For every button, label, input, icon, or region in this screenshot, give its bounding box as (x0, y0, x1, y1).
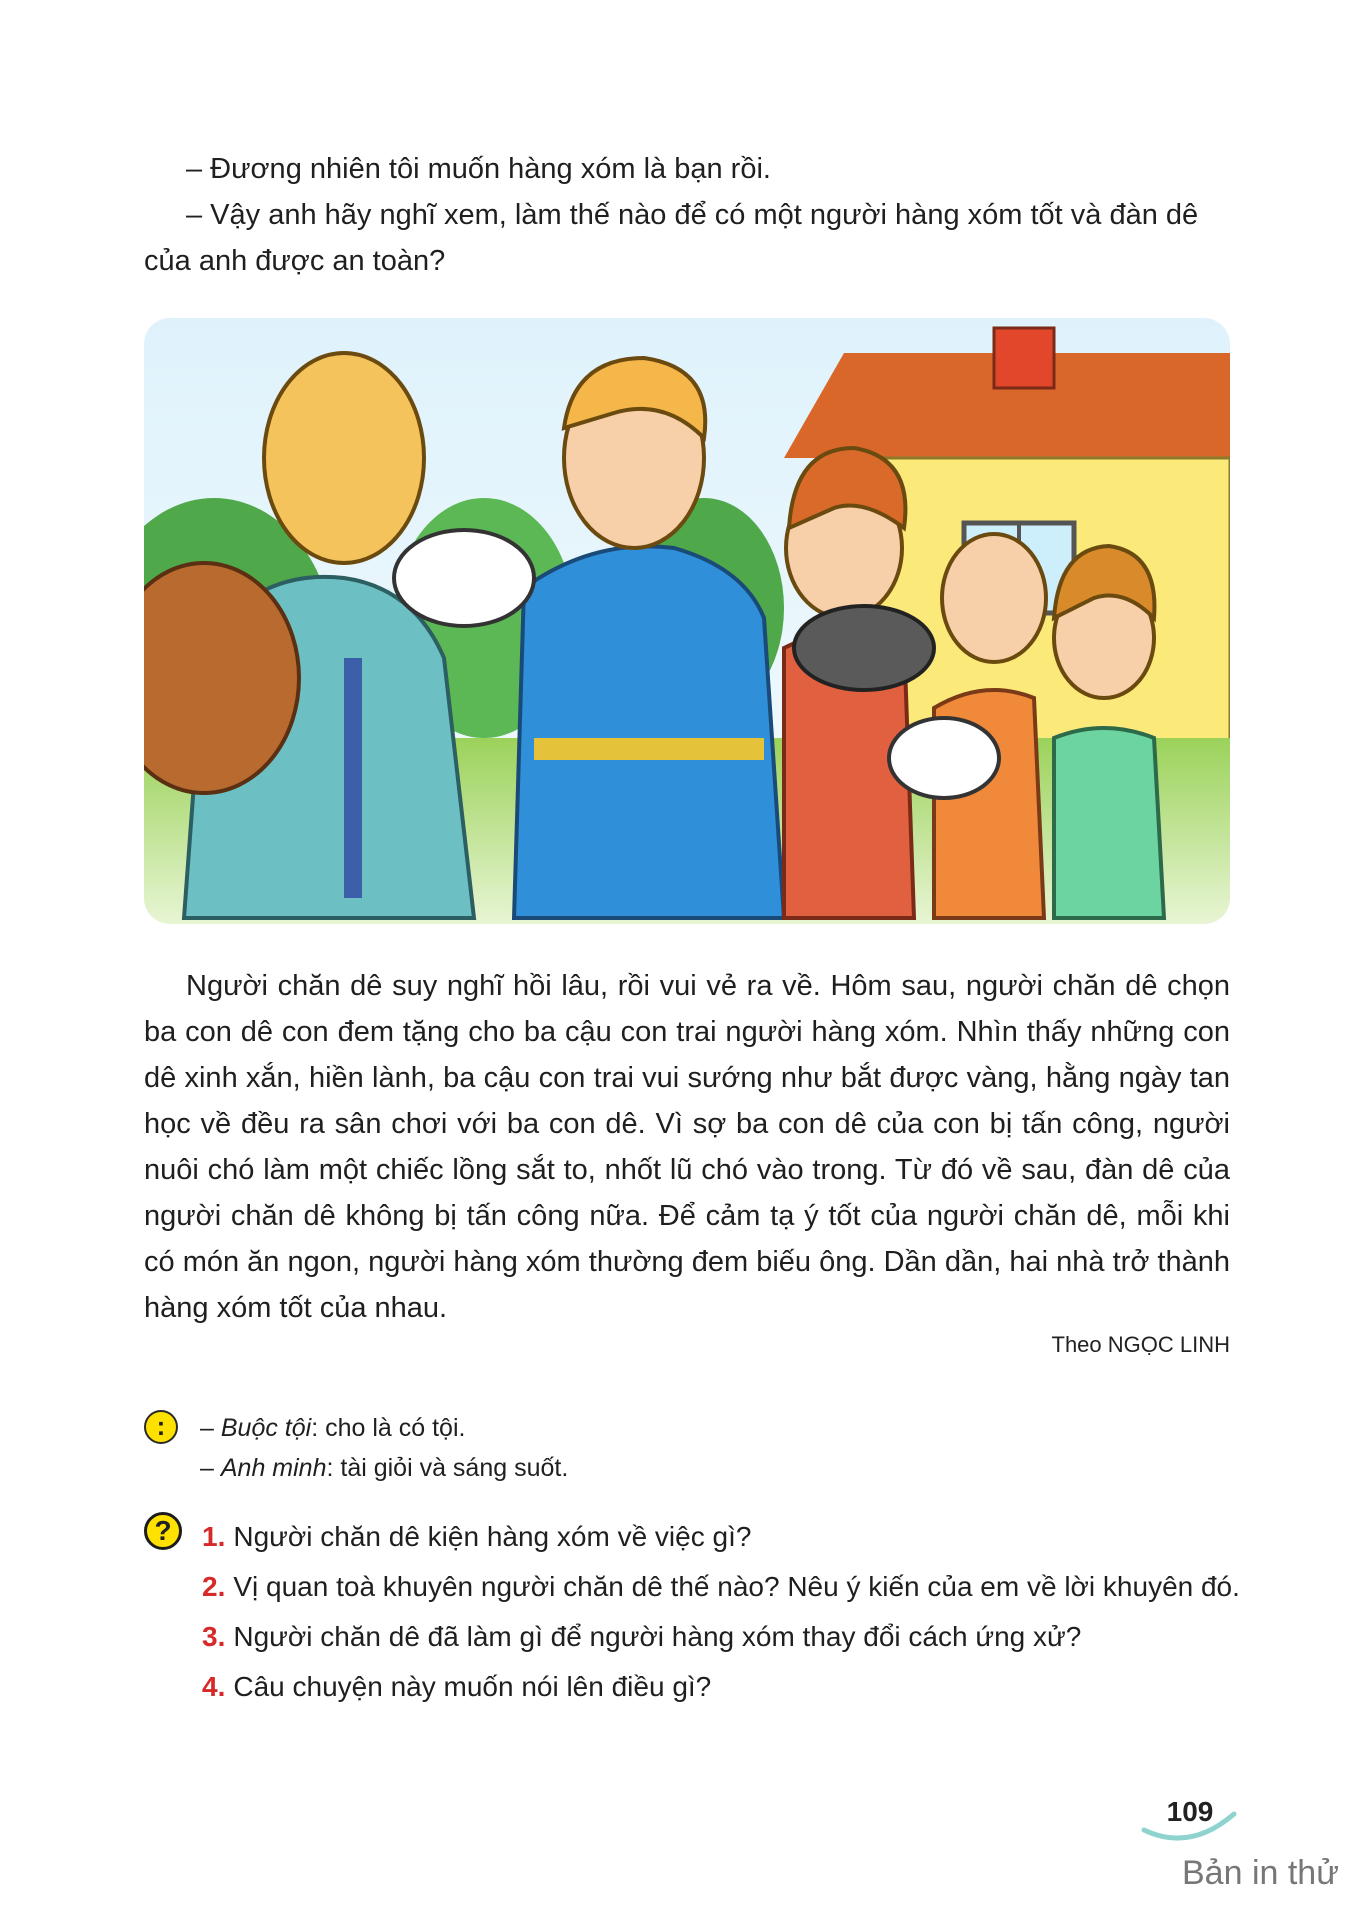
dialog-line-2: – Vậy anh hãy nghĩ xem, làm thế nào để có một người hàng xóm tốt và đàn dê của anh được an toàn? (144, 199, 1199, 277)
question-text: Câu chuyện này muốn nói lên điều gì? (233, 1671, 712, 1702)
question-icon: ? (144, 1512, 182, 1550)
question-text: Vị quan toà khuyên người chăn dê thế nào? Nêu ý kiến của em về lời khuyên đó. (233, 1571, 1240, 1602)
draft-label: Bản in thử (1182, 1854, 1339, 1892)
dialog-lines (144, 146, 1230, 284)
question-number: 2. (202, 1571, 226, 1602)
question-number: 1. (202, 1521, 226, 1552)
question-item (202, 1612, 1252, 1662)
dialog-line-1: – Đương nhiên tôi muốn hàng xóm là bạn rồi. (186, 153, 771, 185)
question-number: 3. (202, 1621, 226, 1652)
question-text: Người chăn dê đã làm gì để người hàng xóm thay đổi cách ứng xử? (233, 1621, 1082, 1652)
story-paragraph: Người chăn dê suy nghĩ hồi lâu, rồi vui vẻ ra về. Hôm sau, người chăn dê chọn ba con dê con đem tặng cho ba cậu con trai người hàng xóm. Nhìn thấy những con dê xinh xắn, hiền lành, ba cậu con trai vui sướng như bắt được vàng, hằng ngày tan học về đều ra sân chơi với ba con dê. Vì sợ ba con dê của con bị tấn công, người nuôi chó làm một chiếc lồng sắt to, nhốt lũ chó vào trong. Từ đó về sau, đàn dê của người chăn dê không bị tấn công nữa. Để cảm tạ ý tốt của người chăn dê, mỗi khi có món ăn ngon, người hàng xóm thường đem biếu ông. Dần dần, hai nhà trở thành hàng xóm tốt của nhau. (144, 970, 1230, 1324)
glossary-definition: : cho là có tội. (311, 1414, 466, 1442)
glossary-term: Anh minh (220, 1454, 327, 1482)
question-text: Người chăn dê kiện hàng xóm về việc gì? (233, 1521, 752, 1552)
glossary-term: Buộc tội (220, 1414, 312, 1442)
question-item (202, 1562, 1252, 1612)
page-swoosh-icon (1140, 1808, 1240, 1848)
question-item (202, 1662, 1252, 1712)
glossary-item: – Buộc tội: cho là có tội. (200, 1414, 466, 1442)
question-number: 4. (202, 1671, 226, 1702)
glossary-item: – Anh minh: tài giỏi và sáng suốt. (200, 1454, 569, 1482)
story-text (144, 963, 1230, 1331)
glossary-definition: : tài giỏi và sáng suốt. (326, 1454, 569, 1482)
glossary-icon: : (144, 1410, 178, 1444)
illustration-neighbors-goats-icon (144, 318, 1230, 924)
story-source: Theo NGỌC LINH (1051, 1332, 1230, 1357)
page-number: 109 (1166, 1796, 1214, 1827)
story-illustration (144, 318, 1230, 924)
question-item (202, 1512, 1252, 1562)
